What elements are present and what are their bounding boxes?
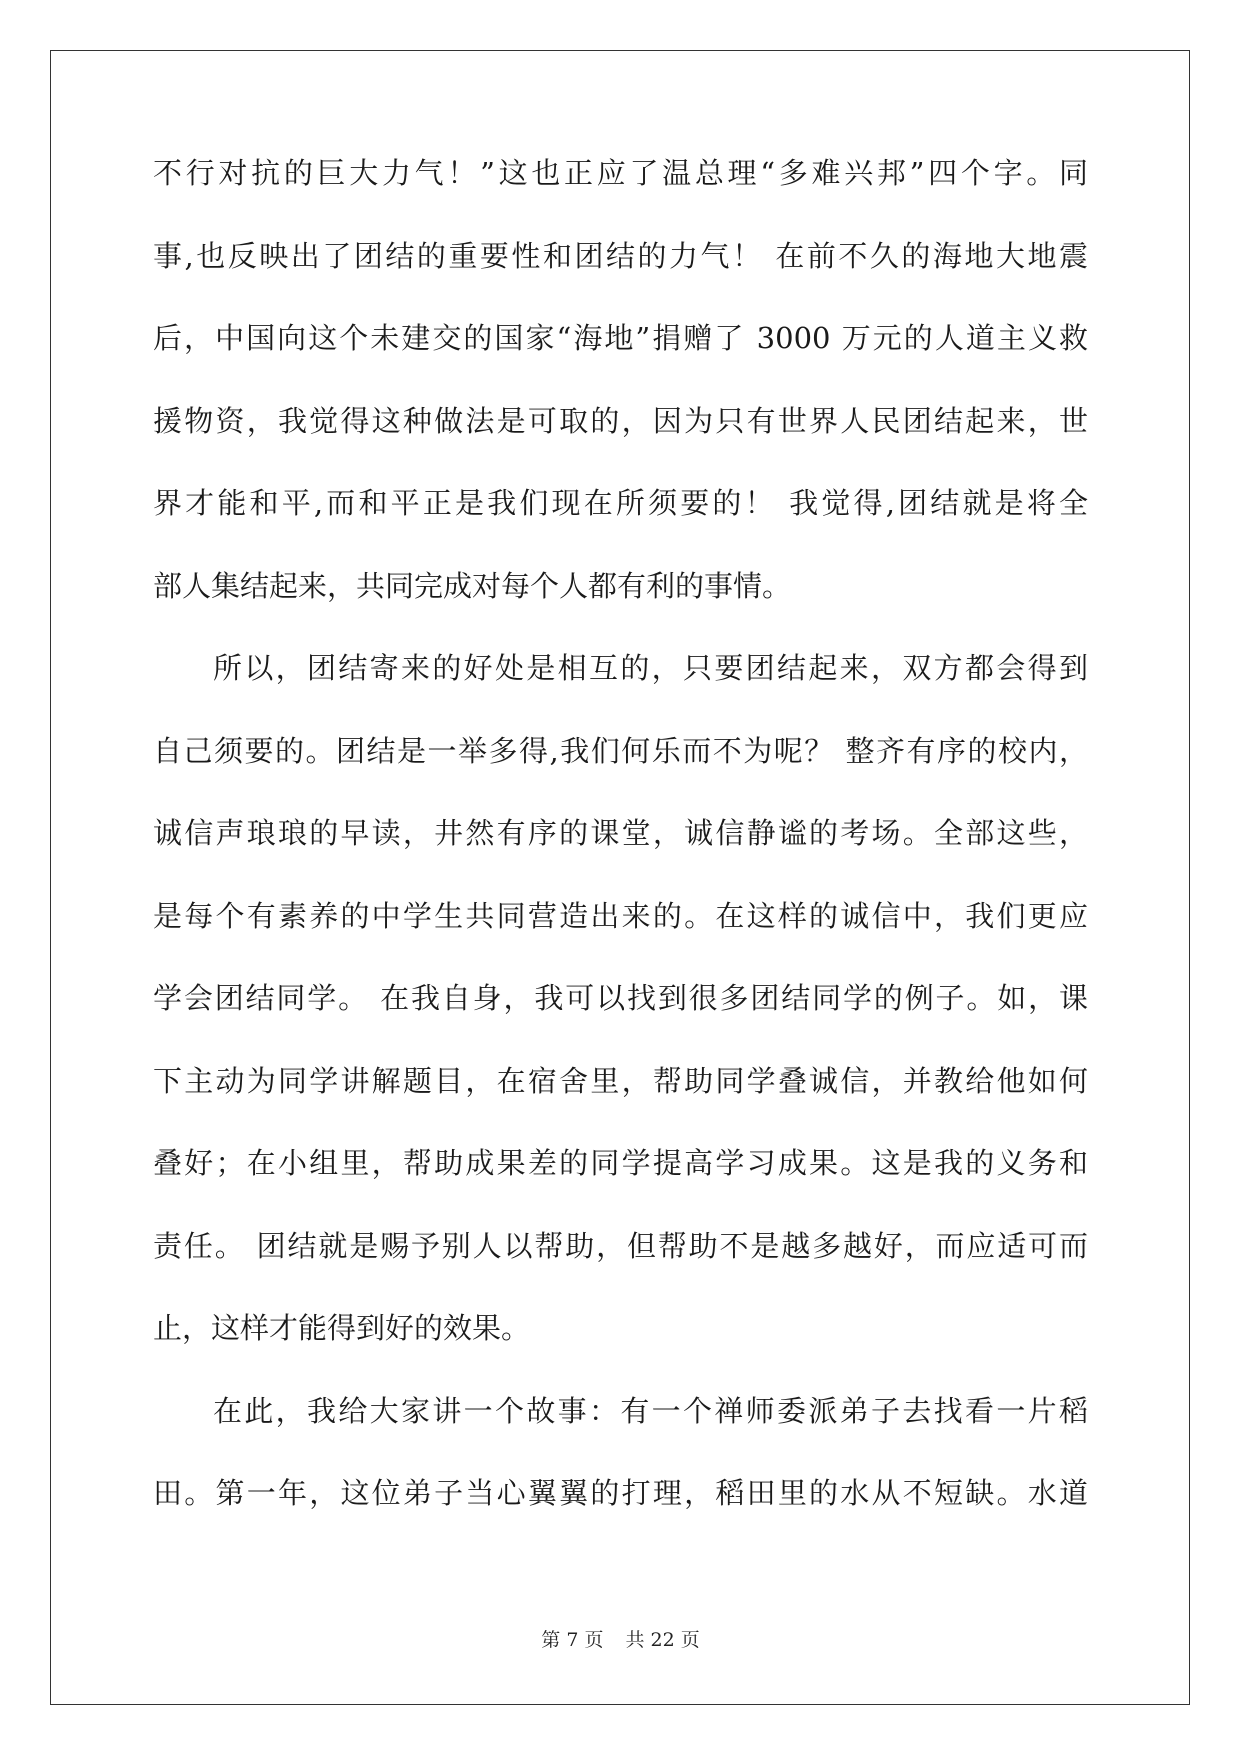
text-line: 部人集结起来，共同完成对每个人都有利的事情。 xyxy=(153,570,792,603)
text-line: 田。第一年，这位弟子当心翼翼的打理，稻田里的水从不短缺。水道 xyxy=(153,1478,1088,1510)
text-line: 学会团结同学。 在我自身，我可以找到很多团结同学的例子。如，课 xyxy=(153,983,1088,1015)
text-line: 叠好；在小组里，帮助成果差的同学提高学习成果。这是我的义务和 xyxy=(153,1148,1088,1180)
text-line: 不行对抗的巨大力气！”这也正应了温总理“多难兴邦”四个字。同 xyxy=(153,158,1088,190)
text-line: 下主动为同学讲解题目，在宿舍里，帮助同学叠诚信，并教给他如何 xyxy=(153,1065,1088,1098)
text-line: 责任。 团结就是赐予别人以帮助，但帮助不是越多越好，而应适可而 xyxy=(153,1230,1088,1263)
text-line: 事,也反映出了团结的重要性和团结的力气！ 在前不久的海地大地震 xyxy=(153,240,1088,273)
text-line: 所以，团结寄来的好处是相互的，只要团结起来，双方都会得到 xyxy=(213,653,1088,685)
text-line: 后，中国向这个未建交的国家“海地”捐赠了 3000 万元的人道主义救 xyxy=(153,323,1088,355)
total-page-count: 共 22 页 xyxy=(625,1629,700,1651)
text-line: 界才能和平,而和平正是我们现在所须要的！ 我觉得,团结就是将全 xyxy=(153,488,1088,520)
text-line: 自己须要的。团结是一举多得,我们何乐而不为呢？ 整齐有序的校内， xyxy=(153,735,1088,768)
text-line: 在此，我给大家讲一个故事：有一个禅师委派弟子去找看一片稻 xyxy=(213,1395,1088,1428)
page-footer xyxy=(0,1625,1241,1652)
text-line: 是每个有素养的中学生共同营造出来的。在这样的诚信中，我们更应 xyxy=(153,900,1088,933)
current-page-number: 第 7 页 xyxy=(541,1629,604,1651)
text-line: 止，这样才能得到好的效果。 xyxy=(153,1313,531,1345)
document-body xyxy=(153,158,1088,1561)
text-line: 援物资，我觉得这种做法是可取的，因为只有世界人民团结起来，世 xyxy=(153,405,1088,438)
text-line: 诚信声琅琅的早读，井然有序的课堂，诚信静谧的考场。全部这些， xyxy=(153,818,1088,850)
